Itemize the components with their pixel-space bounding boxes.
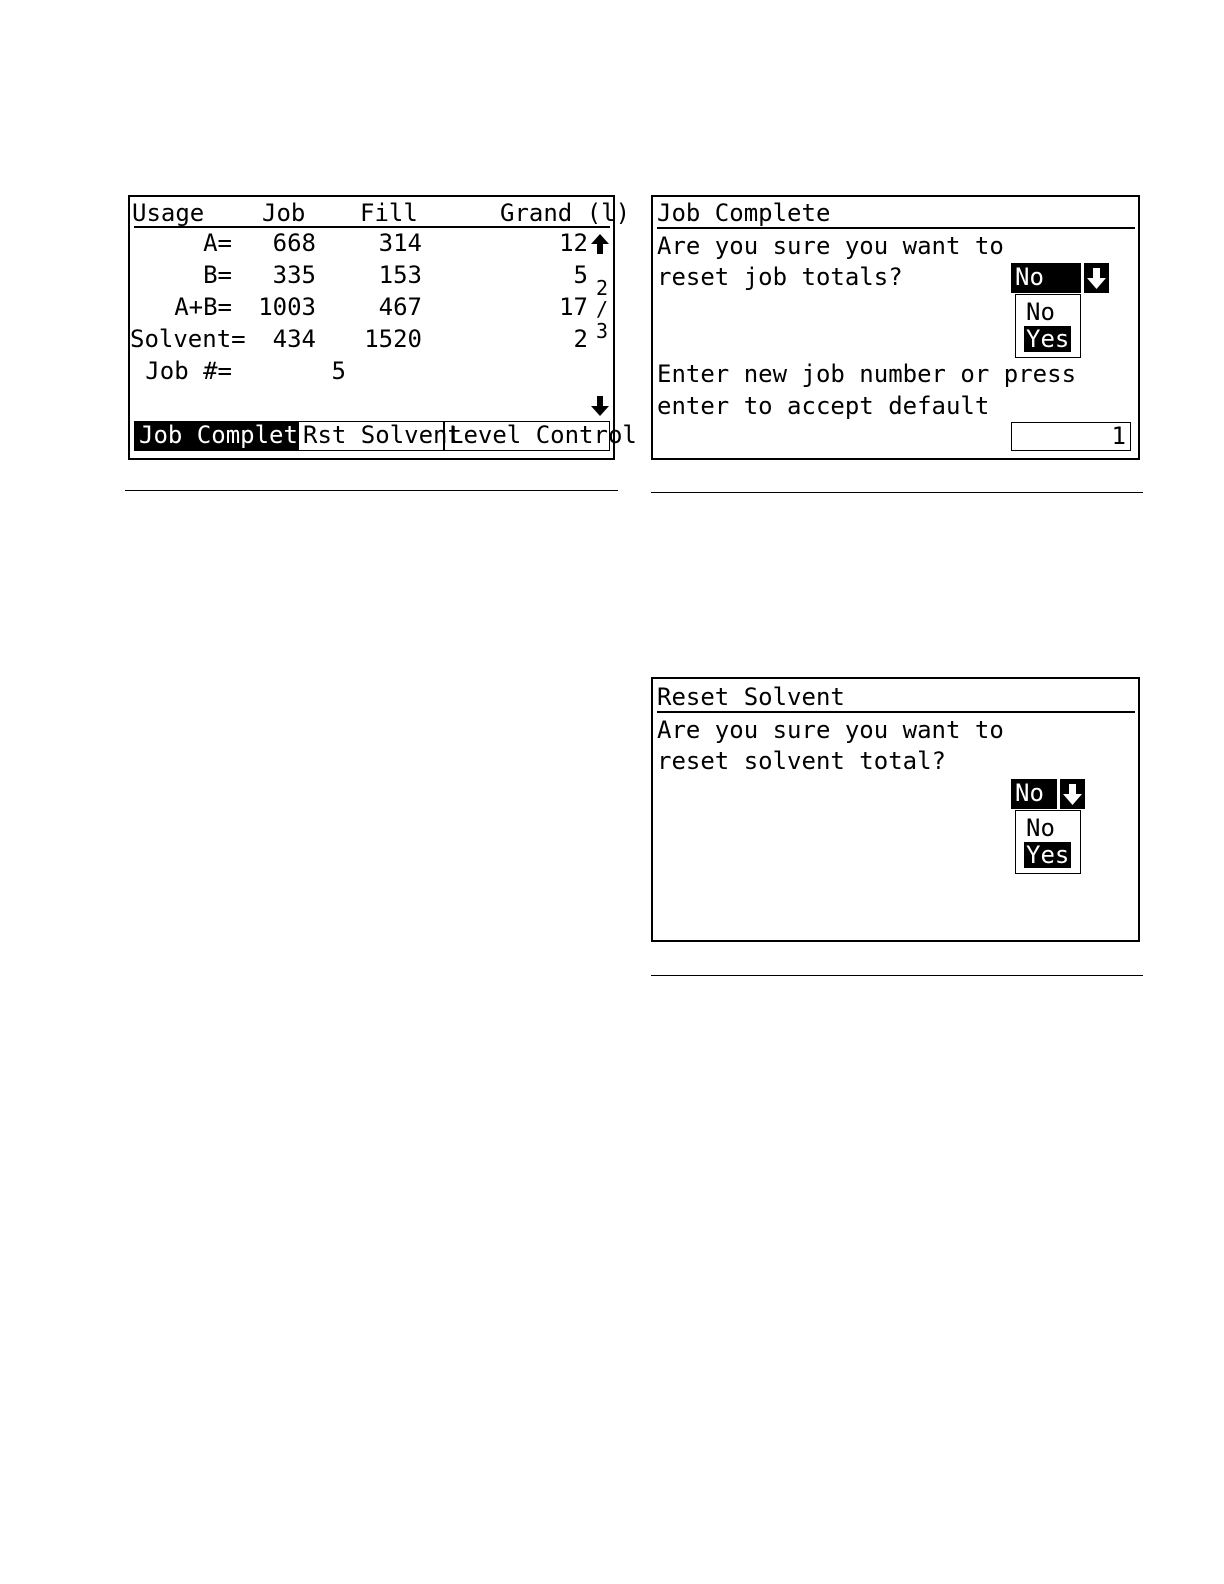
row-label-b: B= xyxy=(203,261,232,289)
row-a-job: 668 xyxy=(272,229,316,257)
scroll-down-arrow-icon[interactable] xyxy=(590,395,610,417)
job-complete-screen-rule xyxy=(651,492,1143,493)
reset-job-dropdown[interactable] xyxy=(1011,263,1109,293)
reset-solvent-title: Reset Solvent xyxy=(657,683,845,711)
job-number-label: Job #= xyxy=(145,357,232,385)
reset-job-option-no[interactable]: No xyxy=(1026,298,1055,326)
softkey-job-complete[interactable]: Job Complete xyxy=(134,421,298,451)
job-complete-prompt-line2: reset job totals? xyxy=(657,263,903,291)
row-solvent-grand: 2 xyxy=(573,325,588,353)
job-complete-screen xyxy=(651,195,1140,460)
title-divider xyxy=(657,227,1135,229)
scroll-up-arrow-icon[interactable] xyxy=(590,233,610,255)
reset-job-dropdown-button[interactable] xyxy=(1084,263,1109,293)
reset-solvent-dropdown-selected[interactable]: No xyxy=(1011,779,1057,809)
job-complete-entry-line1: Enter new job number or press xyxy=(657,360,1077,388)
usage-screen-rule xyxy=(125,490,618,491)
reset-solvent-dropdown-button[interactable] xyxy=(1060,779,1085,809)
header-usage: Usage xyxy=(132,199,205,227)
row-a-grand: 12 xyxy=(559,229,588,257)
row-ab-fill: 467 xyxy=(378,293,422,321)
row-b-job: 335 xyxy=(272,261,316,289)
row-ab-job: 1003 xyxy=(258,293,316,321)
reset-solvent-screen-rule xyxy=(651,975,1143,976)
row-label-a: A= xyxy=(203,229,232,257)
header-divider xyxy=(134,226,610,228)
reset-job-dropdown-selected[interactable]: No xyxy=(1011,263,1081,293)
job-number-input[interactable]: 1 xyxy=(1011,422,1131,451)
reset-job-option-yes[interactable]: Yes xyxy=(1026,325,1070,353)
row-b-grand: 5 xyxy=(573,261,588,289)
reset-job-dropdown-list xyxy=(1015,294,1081,358)
page-indicator-total: 3 xyxy=(596,319,609,343)
job-complete-prompt-line1: Are you sure you want to xyxy=(657,232,1004,260)
header-fill: Fill xyxy=(360,199,418,227)
row-label-ab: A+B= xyxy=(174,293,232,321)
reset-solvent-screen xyxy=(651,677,1140,942)
row-solvent-fill: 1520 xyxy=(364,325,422,353)
softkey-bar xyxy=(134,421,637,453)
reset-solvent-option-yes[interactable]: Yes xyxy=(1026,841,1070,869)
row-ab-grand: 17 xyxy=(559,293,588,321)
reset-solvent-dropdown[interactable] xyxy=(1011,779,1085,809)
softkey-level-control[interactable]: Level Control xyxy=(444,421,610,451)
header-grand: Grand (l) xyxy=(500,199,631,227)
header-job: Job xyxy=(262,199,306,227)
row-a-fill: 314 xyxy=(378,229,422,257)
reset-solvent-dropdown-list xyxy=(1015,810,1081,874)
chevron-down-icon xyxy=(1084,263,1109,293)
row-b-fill: 153 xyxy=(378,261,422,289)
reset-solvent-prompt-line1: Are you sure you want to xyxy=(657,716,1004,744)
page-indicator-separator: / xyxy=(596,297,609,321)
job-number-value: 5 xyxy=(331,357,346,385)
chevron-down-icon xyxy=(1060,779,1085,809)
reset-solvent-prompt-line2: reset solvent total? xyxy=(657,747,946,775)
page-indicator-current: 2 xyxy=(596,276,609,300)
softkey-rst-solvent[interactable]: Rst Solvent xyxy=(298,421,444,451)
row-label-solvent: Solvent= xyxy=(130,325,246,353)
usage-screen xyxy=(128,195,637,460)
reset-solvent-option-no[interactable]: No xyxy=(1026,814,1055,842)
job-complete-title: Job Complete xyxy=(657,199,831,227)
job-complete-entry-line2: enter to accept default xyxy=(657,392,990,420)
title-divider xyxy=(657,711,1135,713)
row-solvent-job: 434 xyxy=(272,325,316,353)
